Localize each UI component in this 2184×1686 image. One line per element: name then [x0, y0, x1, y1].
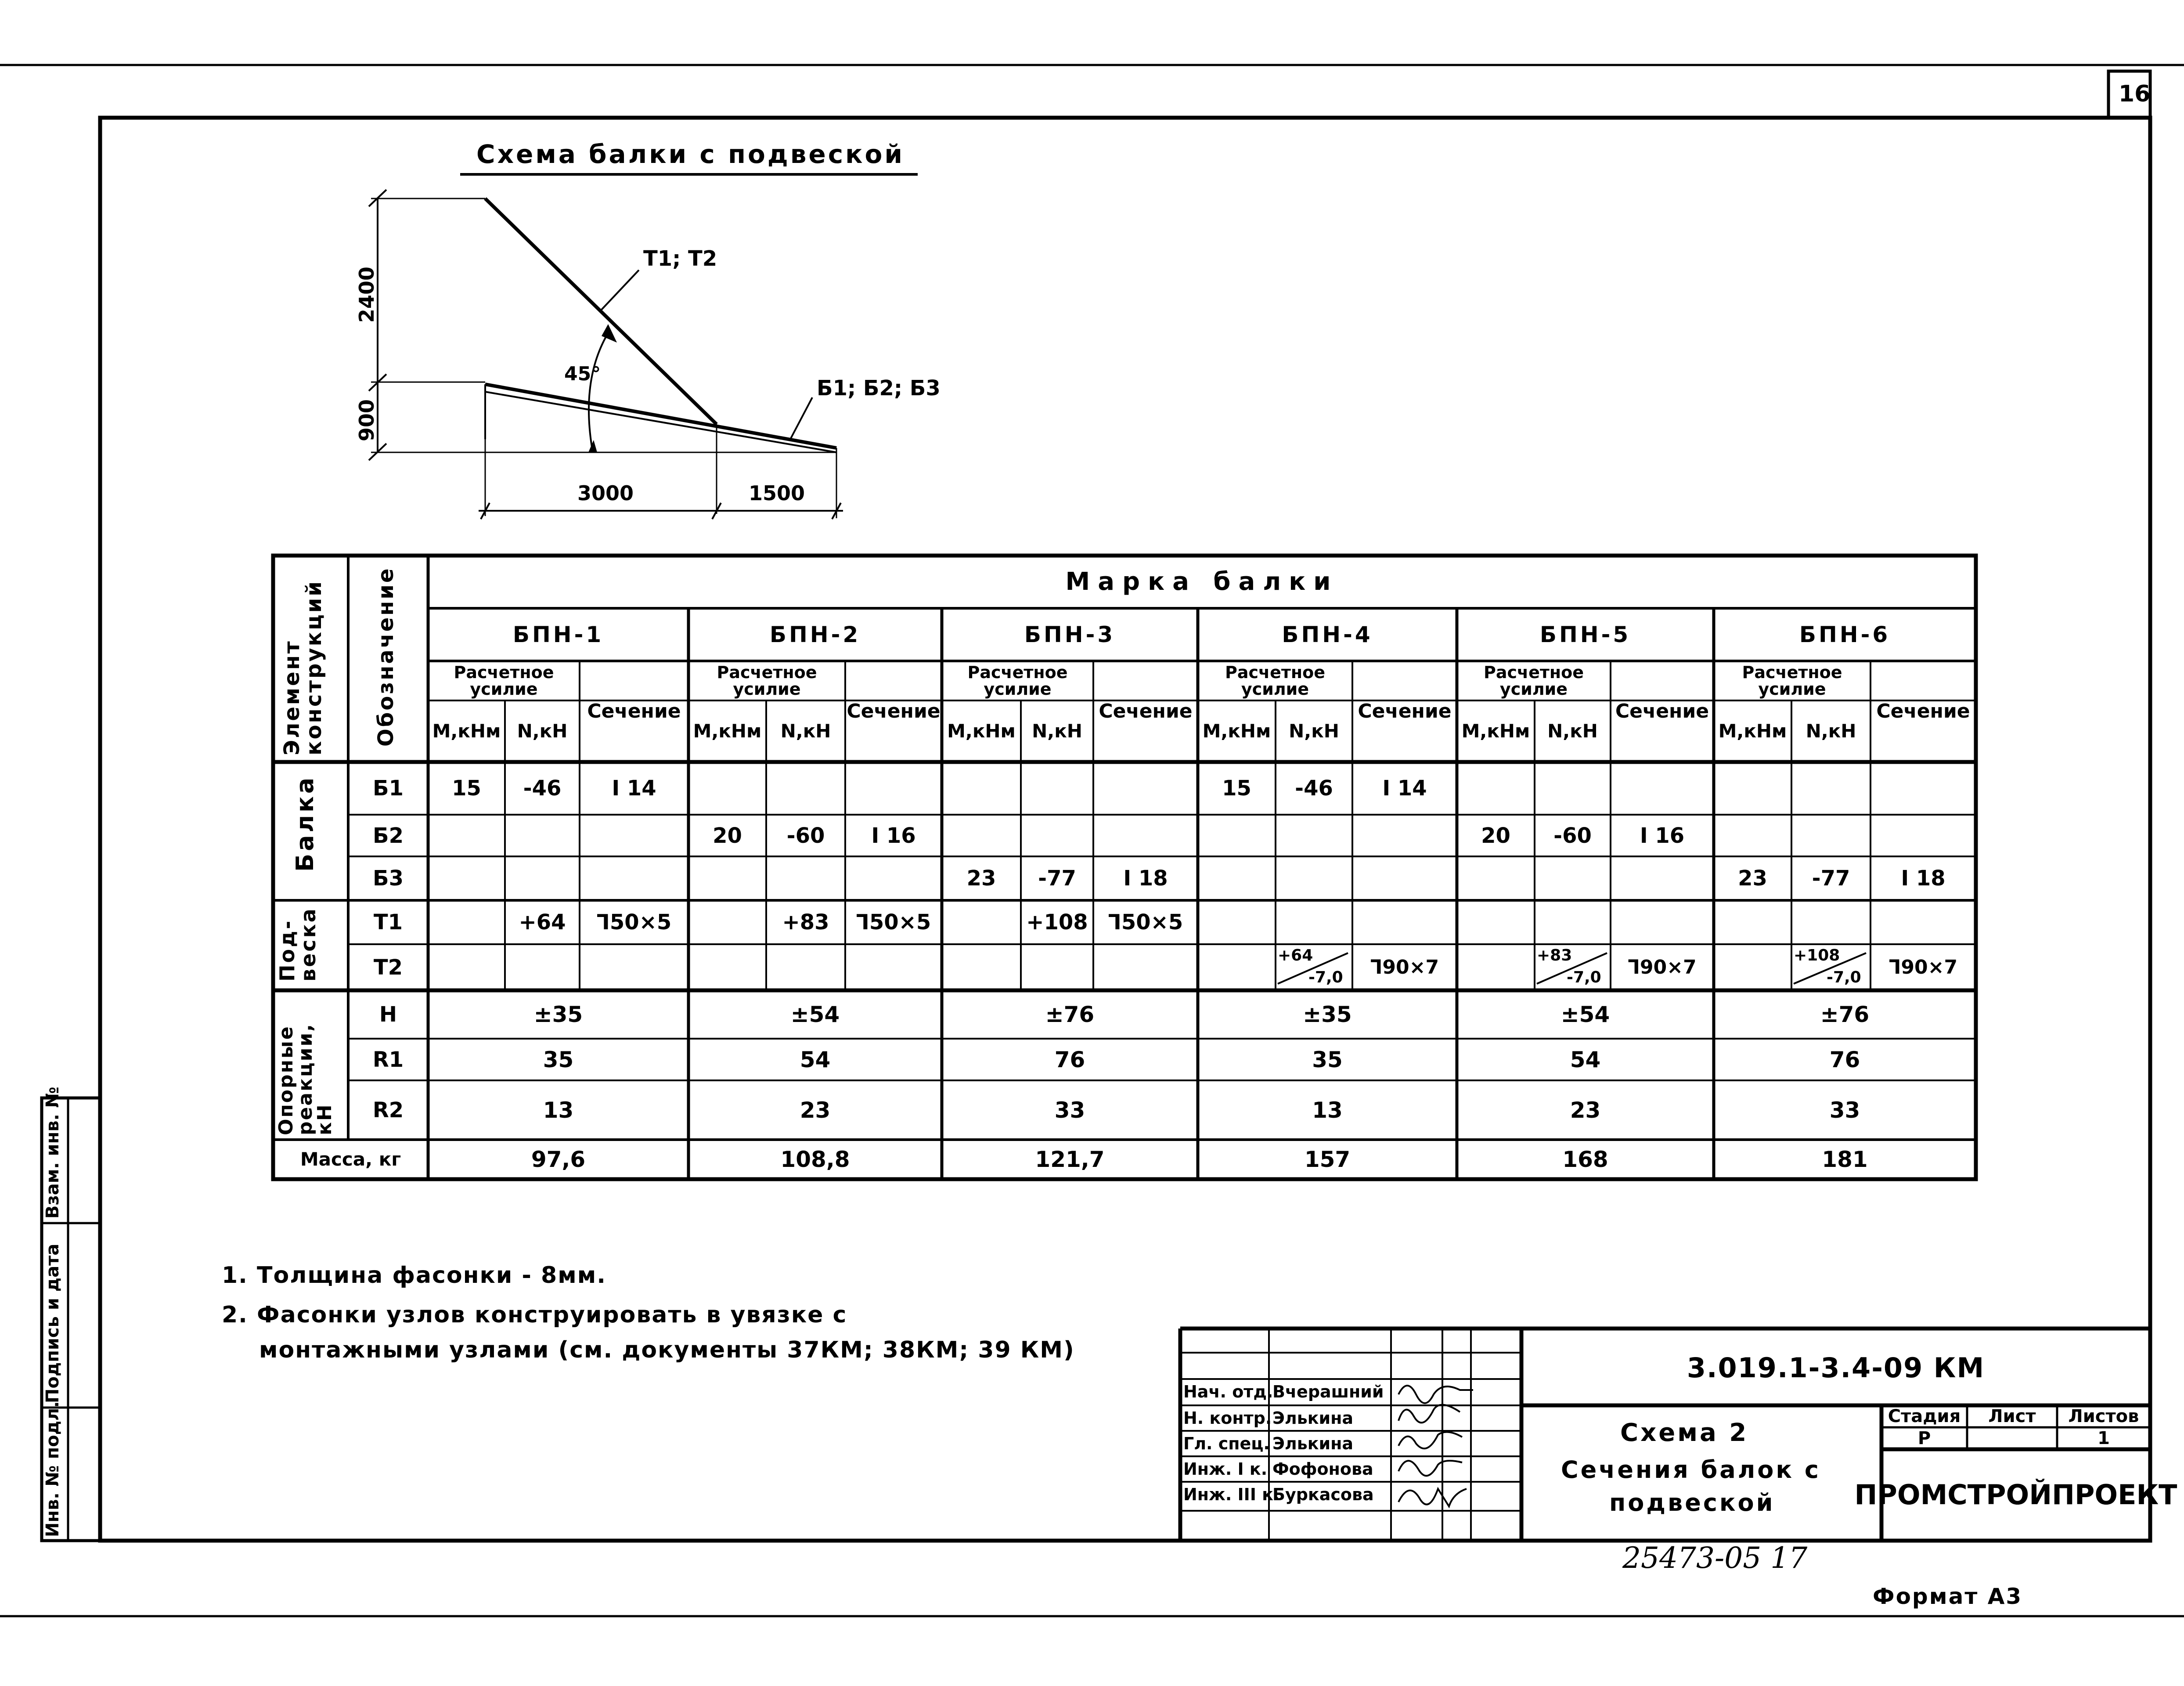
- n-header: N,кН: [1032, 720, 1082, 742]
- cell-r2: 23: [800, 1097, 831, 1123]
- cell-m: 23: [1738, 866, 1767, 891]
- row-label: Б2: [373, 823, 404, 848]
- cell-section: [1870, 815, 1976, 856]
- raschet-header: [428, 661, 580, 700]
- n-header: N,кН: [1289, 720, 1339, 742]
- cell-m: [1714, 815, 1791, 856]
- cell-section: [1611, 856, 1714, 900]
- cell-n: [1535, 856, 1611, 900]
- cell-section: [845, 762, 942, 815]
- cell-massa: 157: [1304, 1147, 1351, 1172]
- raschet-header: [1457, 661, 1611, 700]
- cell-r1: 76: [1829, 1047, 1860, 1072]
- t2-n-top: +83: [1537, 946, 1572, 964]
- raschet-text: Расчетное усилие: [454, 663, 554, 699]
- cell-m: [942, 762, 1021, 815]
- staff-name: Буркасова: [1272, 1485, 1374, 1504]
- cell-section: ᒣ50×5: [596, 910, 672, 935]
- t2-section: ᒣ90×7: [1370, 956, 1439, 978]
- t2-n-top: +108: [1794, 946, 1840, 964]
- row-label: Б1: [373, 776, 404, 801]
- t2-n-bottom: -7,0: [1567, 968, 1601, 986]
- row-label: Т1: [373, 910, 403, 935]
- handwritten-number: 25473-05 17: [1622, 1541, 1808, 1575]
- mark-header: БПН-2: [769, 622, 861, 647]
- cell-r1: 54: [1570, 1047, 1601, 1072]
- row-label: R2: [372, 1098, 404, 1123]
- cell-m: [1457, 762, 1535, 815]
- cell-section: [1352, 856, 1457, 900]
- list-label: Лист: [1988, 1406, 2036, 1426]
- row-label: Б3: [373, 866, 404, 891]
- cell-section: I 14: [612, 776, 656, 801]
- t2-n-bottom: -7,0: [1827, 968, 1861, 986]
- cell-m: [688, 762, 766, 815]
- cell-n: -77: [1038, 866, 1076, 891]
- staff-role: Н. контр.: [1183, 1408, 1272, 1428]
- staff-name: Фофонова: [1272, 1459, 1373, 1479]
- cell-n: [505, 856, 580, 900]
- cell-n: [505, 815, 580, 856]
- cell-n: [1791, 762, 1870, 815]
- staff-name: Элькина: [1272, 1434, 1354, 1453]
- m-header: М,кНм: [1718, 720, 1787, 742]
- cell-massa: 168: [1562, 1147, 1608, 1172]
- sheet-number: 16: [2119, 81, 2151, 107]
- stamp-inv-podl: Инв. № подл.: [43, 1401, 63, 1537]
- t2-section: ᒣ90×7: [1628, 956, 1697, 978]
- cell-m: [688, 900, 766, 944]
- mark-header: БПН-5: [1539, 622, 1631, 647]
- doc-code: 3.019.1-3.4-09 КМ: [1687, 1352, 1985, 1384]
- raschet-text: Расчетное усилие: [717, 663, 817, 699]
- cell-m: [1457, 900, 1535, 944]
- cell-n: -46: [523, 776, 562, 801]
- staff-role: Инж. I к.: [1183, 1459, 1268, 1479]
- col-designation: Обозначение: [374, 567, 398, 747]
- raschet-header: [942, 661, 1093, 700]
- group-podveska: Под- веска: [275, 907, 321, 982]
- cell-section: [580, 856, 688, 900]
- note-2: 2. Фасонки узлов конструировать в увязке с: [222, 1302, 847, 1328]
- label-hanger: Т1; Т2: [643, 246, 717, 271]
- sechenie-header: Сечение: [1099, 700, 1193, 722]
- cell-n: [1535, 900, 1611, 944]
- staff-role: Инж. III к.: [1183, 1485, 1280, 1504]
- cell-massa: 97,6: [531, 1147, 586, 1172]
- cell-section: [1870, 762, 1976, 815]
- cell-r2: 33: [1054, 1097, 1085, 1123]
- cell-n: [1021, 815, 1093, 856]
- cell-section: [1352, 815, 1457, 856]
- massa-label: Масса, кг: [300, 1148, 401, 1170]
- cell-n: [766, 856, 845, 900]
- cell-n: [1276, 900, 1352, 944]
- raschet-header: [1198, 661, 1352, 700]
- sechenie-header: Сечение: [587, 700, 681, 722]
- cell-section: I 18: [1123, 866, 1168, 891]
- cell-massa: 181: [1822, 1147, 1868, 1172]
- cell-h: ±35: [1303, 1002, 1352, 1027]
- dim-900: 900: [355, 399, 378, 441]
- cell-section: I 16: [1640, 823, 1685, 848]
- t2-n-bottom: -7,0: [1308, 968, 1343, 986]
- mark-header: БПН-4: [1282, 622, 1373, 647]
- cell-section: ᒣ50×5: [856, 910, 931, 935]
- sechenie-header: Сечение: [1876, 700, 1970, 722]
- cell-m: [1198, 856, 1276, 900]
- cell-m: 15: [1222, 776, 1251, 801]
- cell-n: [766, 762, 845, 815]
- scheme-title: Схема балки с подвеской: [476, 139, 905, 169]
- cell-n: [1791, 815, 1870, 856]
- cell-m: [428, 815, 505, 856]
- cell-massa: 108,8: [780, 1147, 850, 1172]
- list-value: [1967, 1427, 2057, 1449]
- cell-r1: 76: [1054, 1047, 1085, 1072]
- note-1: 1. Толщина фасонки - 8мм.: [222, 1262, 606, 1289]
- raschet-text: Расчетное усилие: [1742, 663, 1842, 699]
- cell-h: ±54: [1561, 1002, 1610, 1027]
- sechenie-header: Сечение: [1358, 700, 1452, 722]
- doc-name-3: подвеской: [1609, 1489, 1775, 1516]
- cell-r1: 35: [1312, 1047, 1343, 1072]
- raschet-header: [1714, 661, 1870, 700]
- cell-n: +64: [519, 910, 566, 935]
- col-element: Элемент конструкций: [280, 579, 327, 755]
- doc-name-2: Сечения балок с: [1561, 1456, 1821, 1484]
- cell-m: 20: [713, 823, 742, 848]
- staff-name: Вчерашний: [1272, 1382, 1384, 1401]
- mark-header: БПН-6: [1799, 622, 1891, 647]
- cell-m: [1198, 815, 1276, 856]
- dim-2400: 2400: [355, 266, 378, 323]
- staff-role: Нач. отд.: [1183, 1382, 1273, 1401]
- t2-section: ᒣ90×7: [1888, 956, 1958, 978]
- listov-label: Листов: [2068, 1406, 2139, 1426]
- raschet-text: Расчетное усилие: [967, 663, 1068, 699]
- raschet-text: Расчетное усилие: [1483, 663, 1584, 699]
- cell-n: -77: [1812, 866, 1850, 891]
- cell-m: [428, 900, 505, 944]
- cell-n: [1791, 900, 1870, 944]
- m-header: М,кНм: [432, 720, 501, 742]
- cell-massa: 121,7: [1035, 1147, 1105, 1172]
- cell-section: [845, 856, 942, 900]
- cell-section: [1611, 900, 1714, 944]
- cell-n: +108: [1026, 910, 1088, 935]
- n-header: N,кН: [1806, 720, 1856, 742]
- cell-r2: 13: [1312, 1097, 1343, 1123]
- mark-header: БПН-1: [512, 622, 604, 647]
- raschet-header: [688, 661, 845, 700]
- staff-role: Гл. спец.: [1183, 1434, 1270, 1453]
- listov-value: 1: [2098, 1428, 2110, 1448]
- staff-name: Элькина: [1272, 1408, 1354, 1428]
- m-header: М,кНм: [947, 720, 1016, 742]
- sechenie-header: Сечение: [847, 700, 941, 722]
- cell-h: ±54: [790, 1002, 840, 1027]
- cell-n: [1276, 815, 1352, 856]
- cell-section: [1093, 762, 1198, 815]
- cell-r1: 54: [800, 1047, 831, 1072]
- cell-m: 20: [1481, 823, 1510, 848]
- n-header: N,кН: [517, 720, 568, 742]
- marka-header: Марка балки: [1065, 567, 1339, 596]
- t2-n-top: +64: [1278, 946, 1313, 964]
- sechenie-header: Сечение: [1615, 700, 1709, 722]
- format-label: Формат А3: [1873, 1584, 2023, 1609]
- cell-n: +83: [782, 910, 829, 935]
- cell-m: [1714, 900, 1791, 944]
- stadia-label: Стадия: [1888, 1406, 1961, 1426]
- cell-m: [1714, 762, 1791, 815]
- dim-3000: 3000: [577, 481, 634, 505]
- cell-n: -46: [1295, 776, 1333, 801]
- label-beam: Б1; Б2; Б3: [817, 376, 941, 401]
- m-header: М,кНм: [1202, 720, 1271, 742]
- stamp-vzam: Взам. инв. №: [43, 1087, 63, 1219]
- cell-section: I 14: [1382, 776, 1427, 801]
- row-label: Н: [379, 1002, 397, 1027]
- row-label: Т2: [373, 955, 403, 980]
- dim-1500: 1500: [749, 481, 805, 505]
- stadia-value: Р: [1917, 1428, 1931, 1448]
- cell-m: [942, 900, 1021, 944]
- cell-m: [942, 815, 1021, 856]
- cell-r1: 35: [543, 1047, 574, 1072]
- cell-r2: 33: [1829, 1097, 1860, 1123]
- signatures: [1398, 1386, 1473, 1506]
- doc-name-1: Схема 2: [1620, 1419, 1749, 1447]
- cell-n: -60: [1553, 823, 1592, 848]
- note-2-cont: монтажными узлами (см. документы 37КМ; 38КМ; 39 КМ): [259, 1337, 1075, 1363]
- cell-n: [1276, 856, 1352, 900]
- m-header: М,кНм: [1461, 720, 1530, 742]
- n-header: N,кН: [1547, 720, 1598, 742]
- cell-m: 23: [966, 866, 996, 891]
- cell-h: ±76: [1045, 1002, 1095, 1027]
- cell-section: I 18: [1901, 866, 1946, 891]
- group-balka: Балка: [291, 775, 319, 872]
- cell-section: [1352, 900, 1457, 944]
- m-header: М,кНм: [693, 720, 762, 742]
- n-header: N,кН: [780, 720, 831, 742]
- row-label: R1: [372, 1047, 404, 1072]
- group-reactions: Опорные реакции, кН: [275, 1023, 336, 1135]
- stamp-podpis: Подпись и дата: [43, 1243, 63, 1403]
- org-name: ПРОМСТРОЙПРОЕКТ: [1854, 1479, 2177, 1511]
- cell-m: [1198, 900, 1276, 944]
- cell-h: ±76: [1820, 1002, 1870, 1027]
- cell-m: 15: [452, 776, 481, 801]
- cell-m: [428, 856, 505, 900]
- cell-n: [1021, 762, 1093, 815]
- cell-section: [580, 815, 688, 856]
- cell-section: [1611, 762, 1714, 815]
- cell-n: [1535, 762, 1611, 815]
- cell-section: [1093, 815, 1198, 856]
- cell-m: [1457, 856, 1535, 900]
- cell-n: -60: [786, 823, 825, 848]
- mark-header: БПН-3: [1024, 622, 1116, 647]
- cell-m: [688, 856, 766, 900]
- cell-section: ᒣ50×5: [1108, 910, 1183, 935]
- label-angle: 45°: [564, 363, 601, 385]
- cell-r2: 23: [1570, 1097, 1601, 1123]
- cell-r2: 13: [543, 1097, 574, 1123]
- cell-section: [1870, 900, 1976, 944]
- cell-h: ±35: [533, 1002, 583, 1027]
- cell-section: I 16: [871, 823, 916, 848]
- raschet-text: Расчетное усилие: [1225, 663, 1326, 699]
